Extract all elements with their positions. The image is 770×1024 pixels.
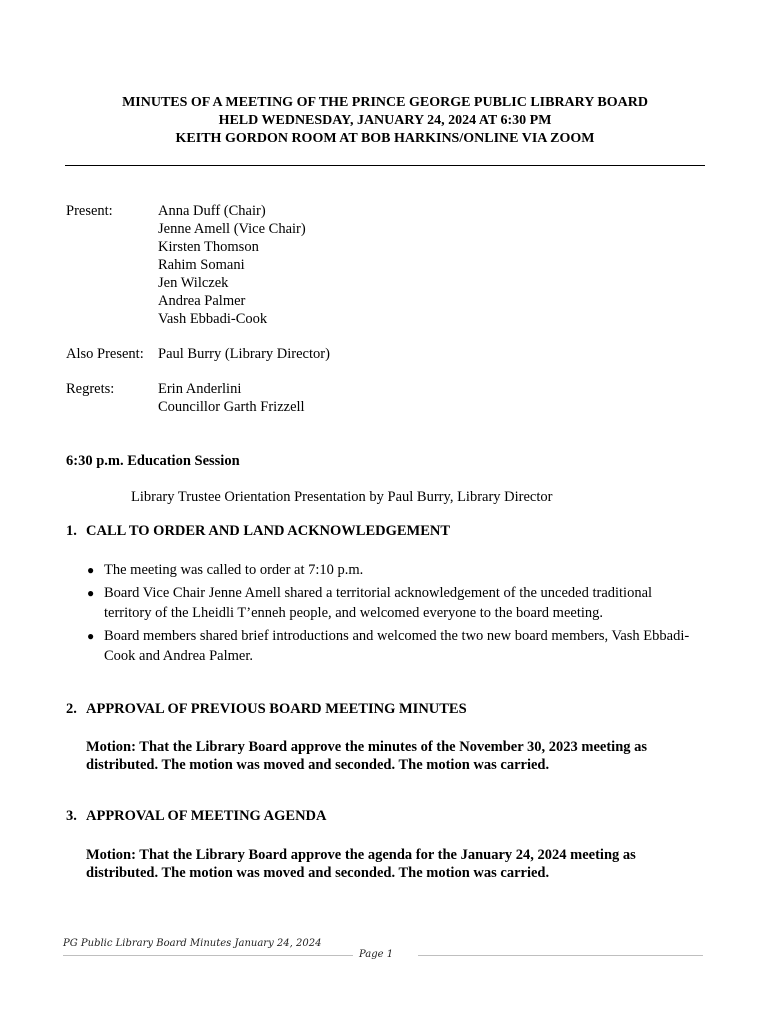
present-member: Andrea Palmer bbox=[158, 293, 246, 309]
present-member: Vash Ebbadi-Cook bbox=[158, 311, 268, 327]
regrets-member: Erin Anderlini bbox=[158, 381, 242, 397]
education-session-title: 6:30 p.m. Education Session bbox=[66, 453, 240, 469]
section-2-heading bbox=[66, 701, 467, 718]
present-member: Kirsten Thomson bbox=[158, 239, 259, 255]
section-2-motion: Motion: That the Library Board approve the minutes of the November 30, 2023 meeting as distributed. The motion was moved and seconded. The motion was carried. bbox=[86, 739, 648, 773]
present-block bbox=[66, 202, 686, 328]
also-present-label: Also Present: bbox=[66, 346, 144, 362]
also-present-list bbox=[158, 345, 686, 363]
footer-title: PG Public Library Board Minutes January 24, 2024 bbox=[63, 938, 322, 949]
present-member: Rahim Somani bbox=[158, 257, 245, 273]
bullet-icon: ● bbox=[87, 563, 95, 577]
section-number: 2. bbox=[66, 701, 77, 717]
regrets-list bbox=[158, 380, 686, 416]
bullet-icon: ● bbox=[87, 586, 95, 600]
header-line-1: MINUTES OF A MEETING OF THE PRINCE GEORGE PUBLIC LIBRARY BOARD bbox=[122, 95, 648, 110]
section-title: CALL TO ORDER AND LAND ACKNOWLEDGEMENT bbox=[86, 523, 451, 539]
section-number: 1. bbox=[66, 523, 77, 539]
document-header bbox=[65, 94, 705, 148]
section-1-heading bbox=[66, 523, 450, 540]
list-item: ● Board members shared brief introductions and welcomed the two new board members, Vash Ebbadi-Cook and Andrea Palmer. bbox=[87, 628, 690, 664]
also-present-member: Paul Burry (Library Director) bbox=[158, 346, 330, 362]
section-1-bullets bbox=[85, 560, 690, 669]
section-3-heading bbox=[66, 808, 326, 825]
present-label: Present: bbox=[66, 203, 113, 219]
education-session-text: Library Trustee Orientation Presentation by Paul Burry, Library Director bbox=[131, 489, 553, 505]
section-title: APPROVAL OF PREVIOUS BOARD MEETING MINUTES bbox=[86, 701, 467, 717]
also-present-block bbox=[66, 345, 686, 363]
present-member: Jen Wilczek bbox=[158, 275, 229, 291]
footer-divider-right bbox=[418, 955, 703, 956]
present-member: Anna Duff (Chair) bbox=[158, 203, 266, 219]
header-divider bbox=[65, 165, 705, 166]
section-number: 3. bbox=[66, 808, 77, 824]
section-3-motion: Motion: That the Library Board approve the agenda for the January 24, 2024 meeting as distributed. The motion was moved and seconded. The motion was carried. bbox=[86, 847, 636, 881]
footer-divider-left bbox=[63, 955, 353, 956]
present-member: Jenne Amell (Vice Chair) bbox=[158, 221, 306, 237]
regrets-member: Councillor Garth Frizzell bbox=[158, 399, 305, 415]
list-item: ● Board Vice Chair Jenne Amell shared a territorial acknowledgement of the unceded traditional territory of the Lheidli T’enneh people, and welcomed everyone to the board meeting. bbox=[87, 585, 653, 621]
bullet-icon: ● bbox=[87, 629, 95, 643]
list-item: ● The meeting was called to order at 7:10 p.m. bbox=[87, 562, 364, 578]
header-line-2: HELD WEDNESDAY, JANUARY 24, 2024 AT 6:30 PM bbox=[218, 113, 552, 128]
header-line-3: KEITH GORDON ROOM AT BOB HARKINS/ONLINE VIA ZOOM bbox=[175, 131, 595, 146]
page-number: Page 1 bbox=[359, 949, 394, 960]
regrets-block bbox=[66, 380, 686, 416]
present-list bbox=[158, 202, 686, 328]
section-title: APPROVAL OF MEETING AGENDA bbox=[86, 808, 327, 824]
regrets-label: Regrets: bbox=[66, 381, 115, 397]
